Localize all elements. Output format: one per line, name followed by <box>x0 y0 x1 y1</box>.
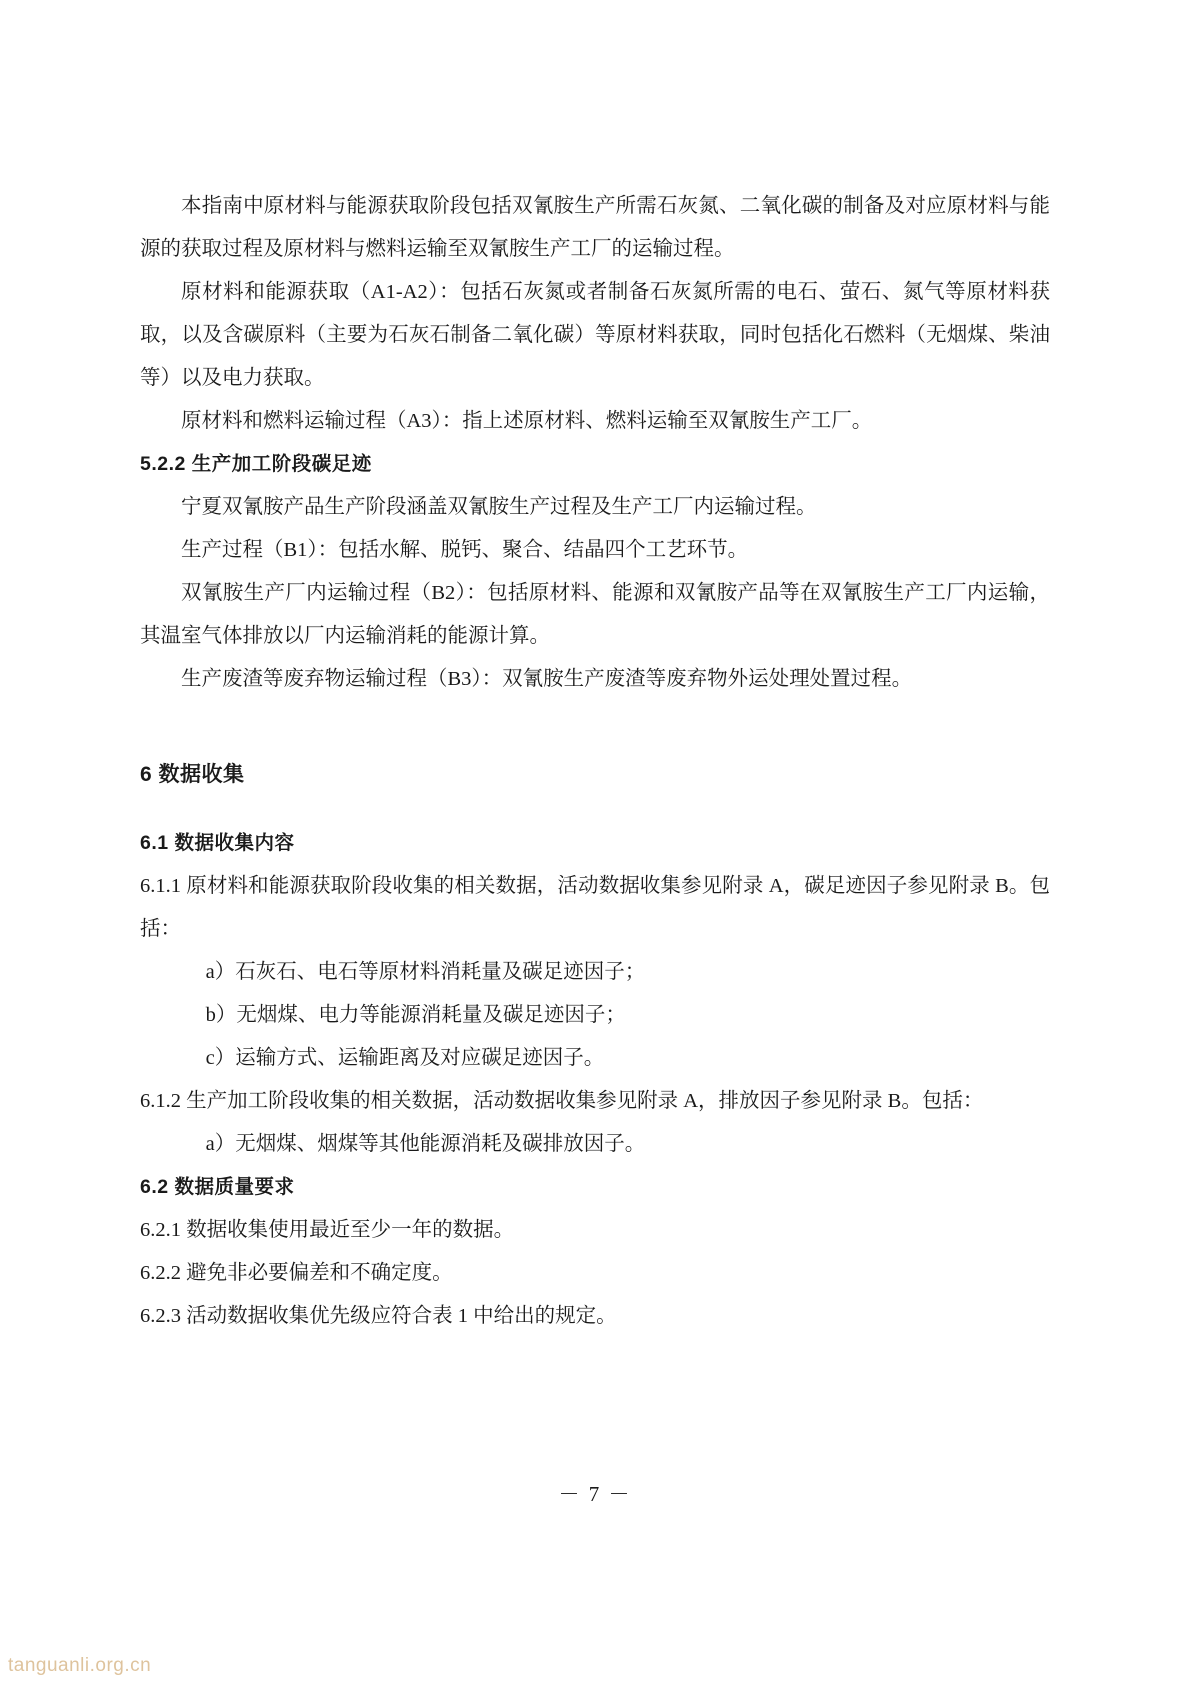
paragraph-production-stage-overview: 宁夏双氰胺产品生产阶段涵盖双氰胺生产过程及生产工厂内运输过程。 <box>181 496 817 518</box>
list-item-612-a: a）无烟煤、烟煤等其他能源消耗及碳排放因子。 <box>205 1133 646 1155</box>
list-item-611-b: b）无烟煤、电力等能源消耗量及碳足迹因子； <box>205 1004 626 1026</box>
paragraph-6-2-2: 6.2.2 避免非必要偏差和不确定度。 <box>140 1262 453 1284</box>
paragraph-raw-material-stage: 本指南中原材料与能源获取阶段包括双氰胺生产所需石灰氮、二氧化碳的制备及对应原材料与能源的获取过程及原材料与燃料运输至双氰胺生产工厂的运输过程。 <box>140 195 1050 260</box>
watermark-text: tanguanli.org.cn <box>8 1655 152 1676</box>
paragraph-a3: 原材料和燃料运输过程（A3）：指上述原材料、燃料运输至双氰胺生产工厂。 <box>181 410 873 432</box>
section-spacer <box>140 701 1050 753</box>
heading-spacer <box>140 796 1050 822</box>
heading-6-2: 6.2 数据质量要求 <box>140 1176 295 1198</box>
page-number: － 7 － <box>558 1482 632 1506</box>
paragraph-6-1-1: 6.1.1 原材料和能源获取阶段收集的相关数据，活动数据收集参见附录 A，碳足迹因子参见附录 B。包括： <box>140 875 1050 940</box>
heading-6: 6 数据收集 <box>140 763 245 786</box>
heading-6-1: 6.1 数据收集内容 <box>140 832 295 854</box>
list-item-611-c: c）运输方式、运输距离及对应碳足迹因子。 <box>205 1047 605 1069</box>
paragraph-b3: 生产废渣等废弃物运输过程（B3）：双氰胺生产废渣等废弃物外运处理处置过程。 <box>181 668 913 690</box>
page-content <box>140 185 1050 1338</box>
heading-5-2-2: 5.2.2 生产加工阶段碳足迹 <box>140 453 372 475</box>
paragraph-6-1-2: 6.1.2 生产加工阶段收集的相关数据，活动数据收集参见附录 A，排放因子参见附录 B。包括： <box>140 1090 984 1112</box>
paragraph-b1: 生产过程（B1）：包括水解、脱钙、聚合、结晶四个工艺环节。 <box>181 539 749 561</box>
paragraph-6-2-1: 6.2.1 数据收集使用最近至少一年的数据。 <box>140 1219 515 1241</box>
list-item-611-a: a）石灰石、电石等原材料消耗量及碳足迹因子； <box>205 961 646 983</box>
paragraph-6-2-3: 6.2.3 活动数据收集优先级应符合表 1 中给出的规定。 <box>140 1305 617 1327</box>
paragraph-b2: 双氰胺生产厂内运输过程（B2）：包括原材料、能源和双氰胺产品等在双氰胺生产工厂内运输，其温室气体排放以厂内运输消耗的能源计算。 <box>140 582 1050 647</box>
paragraph-a1-a2: 原材料和能源获取（A1-A2）：包括石灰氮或者制备石灰氮所需的电石、萤石、氮气等原材料获取，以及含碳原料（主要为石灰石制备二氧化碳）等原材料获取，同时包括化石燃料（无烟煤、柴油等）以及电力获取。 <box>140 281 1050 389</box>
